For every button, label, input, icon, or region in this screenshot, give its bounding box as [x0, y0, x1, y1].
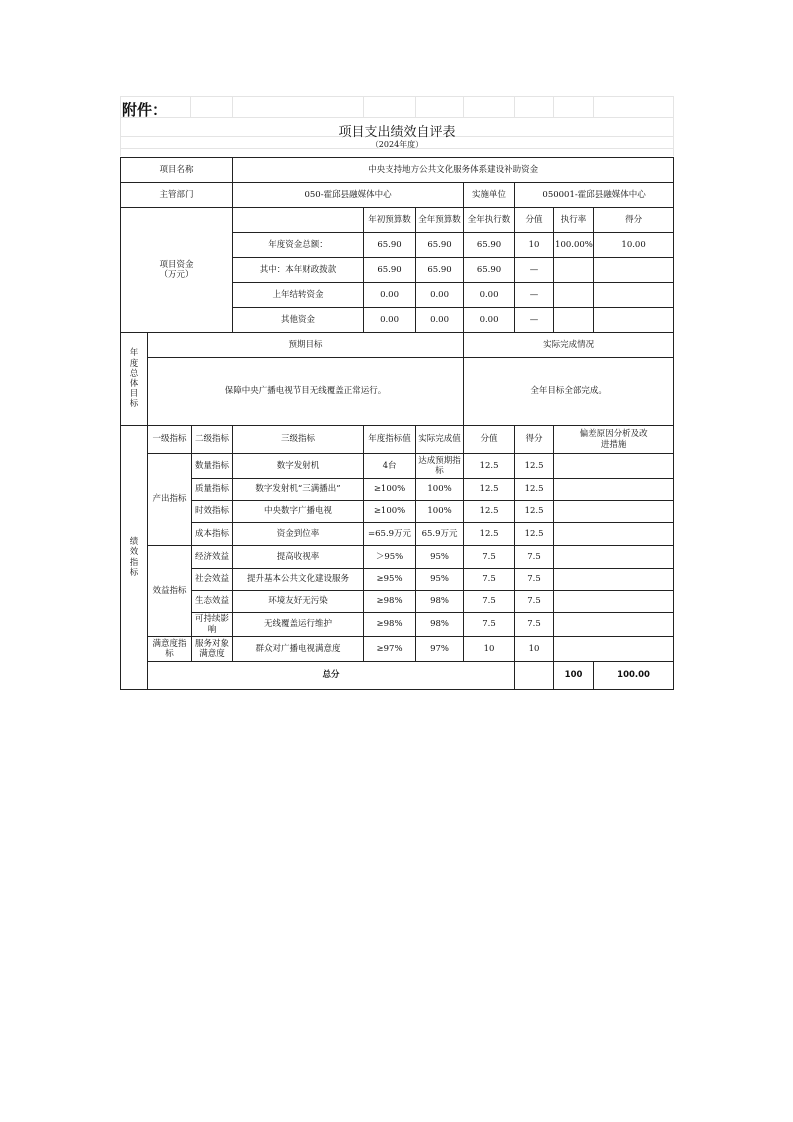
indicator-level2: 数量指标 [192, 454, 233, 479]
indicator-actual: 100% [416, 479, 464, 501]
page-subtitle: （2024年度） [370, 140, 424, 149]
indicator-score: 7.5 [515, 613, 554, 637]
funds-initial: 0.00 [364, 283, 416, 308]
indicator-level3: 无线覆盖运行维护 [233, 613, 364, 637]
total-row [121, 662, 674, 690]
indicator-level2: 生态效益 [192, 591, 233, 613]
indicator-level3: 数字发射机“三满播出” [233, 479, 364, 501]
total-blank [515, 662, 554, 690]
indicator-level3: 数字发射机 [233, 454, 364, 479]
total-score: 100.00 [594, 662, 674, 690]
indicator-deviation [554, 454, 674, 479]
department-label: 主管部门 [121, 183, 233, 208]
indicator-actual: 98% [416, 591, 464, 613]
funds-rate: 100.00% [554, 233, 594, 258]
funds-score-value: 10 [515, 233, 554, 258]
funds-executed: 65.90 [464, 233, 515, 258]
total-label: 总分 [148, 662, 515, 690]
indicator-score-value: 10 [464, 637, 515, 662]
indicator-score-value: 7.5 [464, 613, 515, 637]
funds-header-rate: 执行率 [554, 208, 594, 233]
indicator-level2: 社会效益 [192, 569, 233, 591]
indicator-deviation [554, 479, 674, 501]
funds-executed: 65.90 [464, 258, 515, 283]
indicator-row [121, 523, 674, 546]
indicator-deviation [554, 591, 674, 613]
funds-score: 10.00 [594, 233, 674, 258]
indicator-score-value: 7.5 [464, 591, 515, 613]
goals-content-row [121, 358, 674, 426]
indicator-actual: 达成预期指 标 [416, 454, 464, 479]
indicator-row [121, 501, 674, 523]
indicator-deviation [554, 501, 674, 523]
indicator-level2: 时效指标 [192, 501, 233, 523]
header-target: 年度指标值 [364, 426, 416, 454]
implementing-unit-label: 实施单位 [464, 183, 515, 208]
indicator-deviation [554, 613, 674, 637]
indicator-actual: 95% [416, 546, 464, 569]
project-name-label: 项目名称 [121, 158, 233, 183]
goals-header-row [121, 333, 674, 358]
indicator-score-value: 12.5 [464, 501, 515, 523]
indicator-score-value: 12.5 [464, 523, 515, 546]
funds-annual: 65.90 [416, 258, 464, 283]
indicator-level2: 可持续影 响 [192, 613, 233, 637]
funds-header-score: 得分 [594, 208, 674, 233]
indicator-row [121, 613, 674, 637]
indicators-header-row [121, 426, 674, 454]
indicator-target: ≥98% [364, 613, 416, 637]
funds-annual: 0.00 [416, 283, 464, 308]
funds-annual: 0.00 [416, 308, 464, 333]
indicator-score: 12.5 [515, 501, 554, 523]
page-title: 项目支出绩效自评表 [338, 125, 456, 140]
funds-score-value: — [515, 308, 554, 333]
indicator-deviation [554, 523, 674, 546]
indicator-target: ≥95% [364, 569, 416, 591]
indicator-score-value: 7.5 [464, 569, 515, 591]
header-score: 得分 [515, 426, 554, 454]
satisfaction-group-label: 满意度指 标 [148, 637, 192, 662]
indicator-score: 12.5 [515, 523, 554, 546]
funds-label-line2: （万元） [159, 270, 194, 280]
indicator-row [121, 637, 674, 662]
indicator-actual: 100% [416, 501, 464, 523]
evaluation-table [120, 157, 674, 690]
header-level1: 一级指标 [148, 426, 192, 454]
funds-row-label: 其他资金 [233, 308, 364, 333]
header-level3: 三级指标 [233, 426, 364, 454]
funds-score-value: — [515, 283, 554, 308]
indicators-label: 绩 效 指 标 [121, 426, 148, 690]
indicator-row [121, 454, 674, 479]
indicator-score: 7.5 [515, 591, 554, 613]
funds-header-blank [233, 208, 364, 233]
indicator-score: 12.5 [515, 479, 554, 501]
funds-rate [554, 308, 594, 333]
indicator-deviation [554, 546, 674, 569]
goals-label: 年 度 总 体 目 标 [121, 333, 148, 426]
indicator-deviation [554, 637, 674, 662]
indicator-row [121, 479, 674, 501]
indicator-target: 4台 [364, 454, 416, 479]
funds-header-row [121, 208, 674, 233]
funds-score-value: — [515, 258, 554, 283]
indicator-level3: 提高收视率 [233, 546, 364, 569]
indicator-actual: 65.9万元 [416, 523, 464, 546]
indicator-level3: 环境友好无污染 [233, 591, 364, 613]
indicator-actual: 97% [416, 637, 464, 662]
department-row [121, 183, 674, 208]
header-actual: 实际完成值 [416, 426, 464, 454]
total-score-value: 100 [554, 662, 594, 690]
indicator-level3: 提升基本公共文化建设服务 [233, 569, 364, 591]
indicator-row [121, 591, 674, 613]
indicator-target: =65.9万元 [364, 523, 416, 546]
funds-initial: 65.90 [364, 258, 416, 283]
indicator-level3: 群众对广播电视满意度 [233, 637, 364, 662]
indicator-row [121, 569, 674, 591]
funds-header-executed: 全年执行数 [464, 208, 515, 233]
indicator-target: ≥100% [364, 479, 416, 501]
funds-header-annual: 全年预算数 [416, 208, 464, 233]
funds-row-label: 其中：本年财政拨款 [233, 258, 364, 283]
expected-goal-text: 保障中央广播电视节目无线覆盖正常运行。 [148, 358, 464, 426]
indicator-level3: 资金到位率 [233, 523, 364, 546]
implementing-unit-value: 050001-霍邱县融媒体中心 [515, 183, 674, 208]
attachment-label: 附件： [122, 101, 168, 119]
project-name-value: 中央支持地方公共文化服务体系建设补助资金 [233, 158, 674, 183]
indicator-score: 10 [515, 637, 554, 662]
indicator-level2: 质量指标 [192, 479, 233, 501]
funds-score [594, 283, 674, 308]
funds-label [121, 208, 233, 333]
indicator-score: 7.5 [515, 546, 554, 569]
funds-rate [554, 258, 594, 283]
project-name-row [121, 158, 674, 183]
header-deviation: 偏差原因分析及改 进措施 [554, 426, 674, 454]
expected-goal-header: 预期目标 [148, 333, 464, 358]
indicator-score-value: 7.5 [464, 546, 515, 569]
funds-rate [554, 283, 594, 308]
indicator-level2: 服务对象 满意度 [192, 637, 233, 662]
indicator-row [121, 546, 674, 569]
actual-completion-text: 全年目标全部完成。 [464, 358, 674, 426]
header-score-value: 分值 [464, 426, 515, 454]
indicator-actual: 95% [416, 569, 464, 591]
actual-completion-header: 实际完成情况 [464, 333, 674, 358]
indicator-score: 7.5 [515, 569, 554, 591]
indicator-score-value: 12.5 [464, 479, 515, 501]
funds-score [594, 258, 674, 283]
indicator-target: ＞95% [364, 546, 416, 569]
indicator-deviation [554, 569, 674, 591]
indicator-level3: 中央数字广播电视 [233, 501, 364, 523]
funds-initial: 65.90 [364, 233, 416, 258]
funds-header-score-value: 分值 [515, 208, 554, 233]
indicator-score-value: 12.5 [464, 454, 515, 479]
funds-initial: 0.00 [364, 308, 416, 333]
effect-group-label: 效益指标 [148, 546, 192, 637]
department-value: 050-霍邱县融媒体中心 [233, 183, 464, 208]
output-group-label: 产出指标 [148, 454, 192, 546]
indicator-actual: 98% [416, 613, 464, 637]
funds-label-line1: 项目资金 [159, 259, 194, 270]
indicator-level2: 成本指标 [192, 523, 233, 546]
indicator-target: ≥97% [364, 637, 416, 662]
indicator-level2: 经济效益 [192, 546, 233, 569]
funds-header-initial: 年初预算数 [364, 208, 416, 233]
funds-row-label: 上年结转资金 [233, 283, 364, 308]
funds-row-label: 年度资金总额： [233, 233, 364, 258]
indicator-target: ≥98% [364, 591, 416, 613]
indicator-target: ≥100% [364, 501, 416, 523]
header-level2: 二级指标 [192, 426, 233, 454]
funds-score [594, 308, 674, 333]
funds-annual: 65.90 [416, 233, 464, 258]
funds-executed: 0.00 [464, 308, 515, 333]
funds-executed: 0.00 [464, 283, 515, 308]
indicator-score: 12.5 [515, 454, 554, 479]
